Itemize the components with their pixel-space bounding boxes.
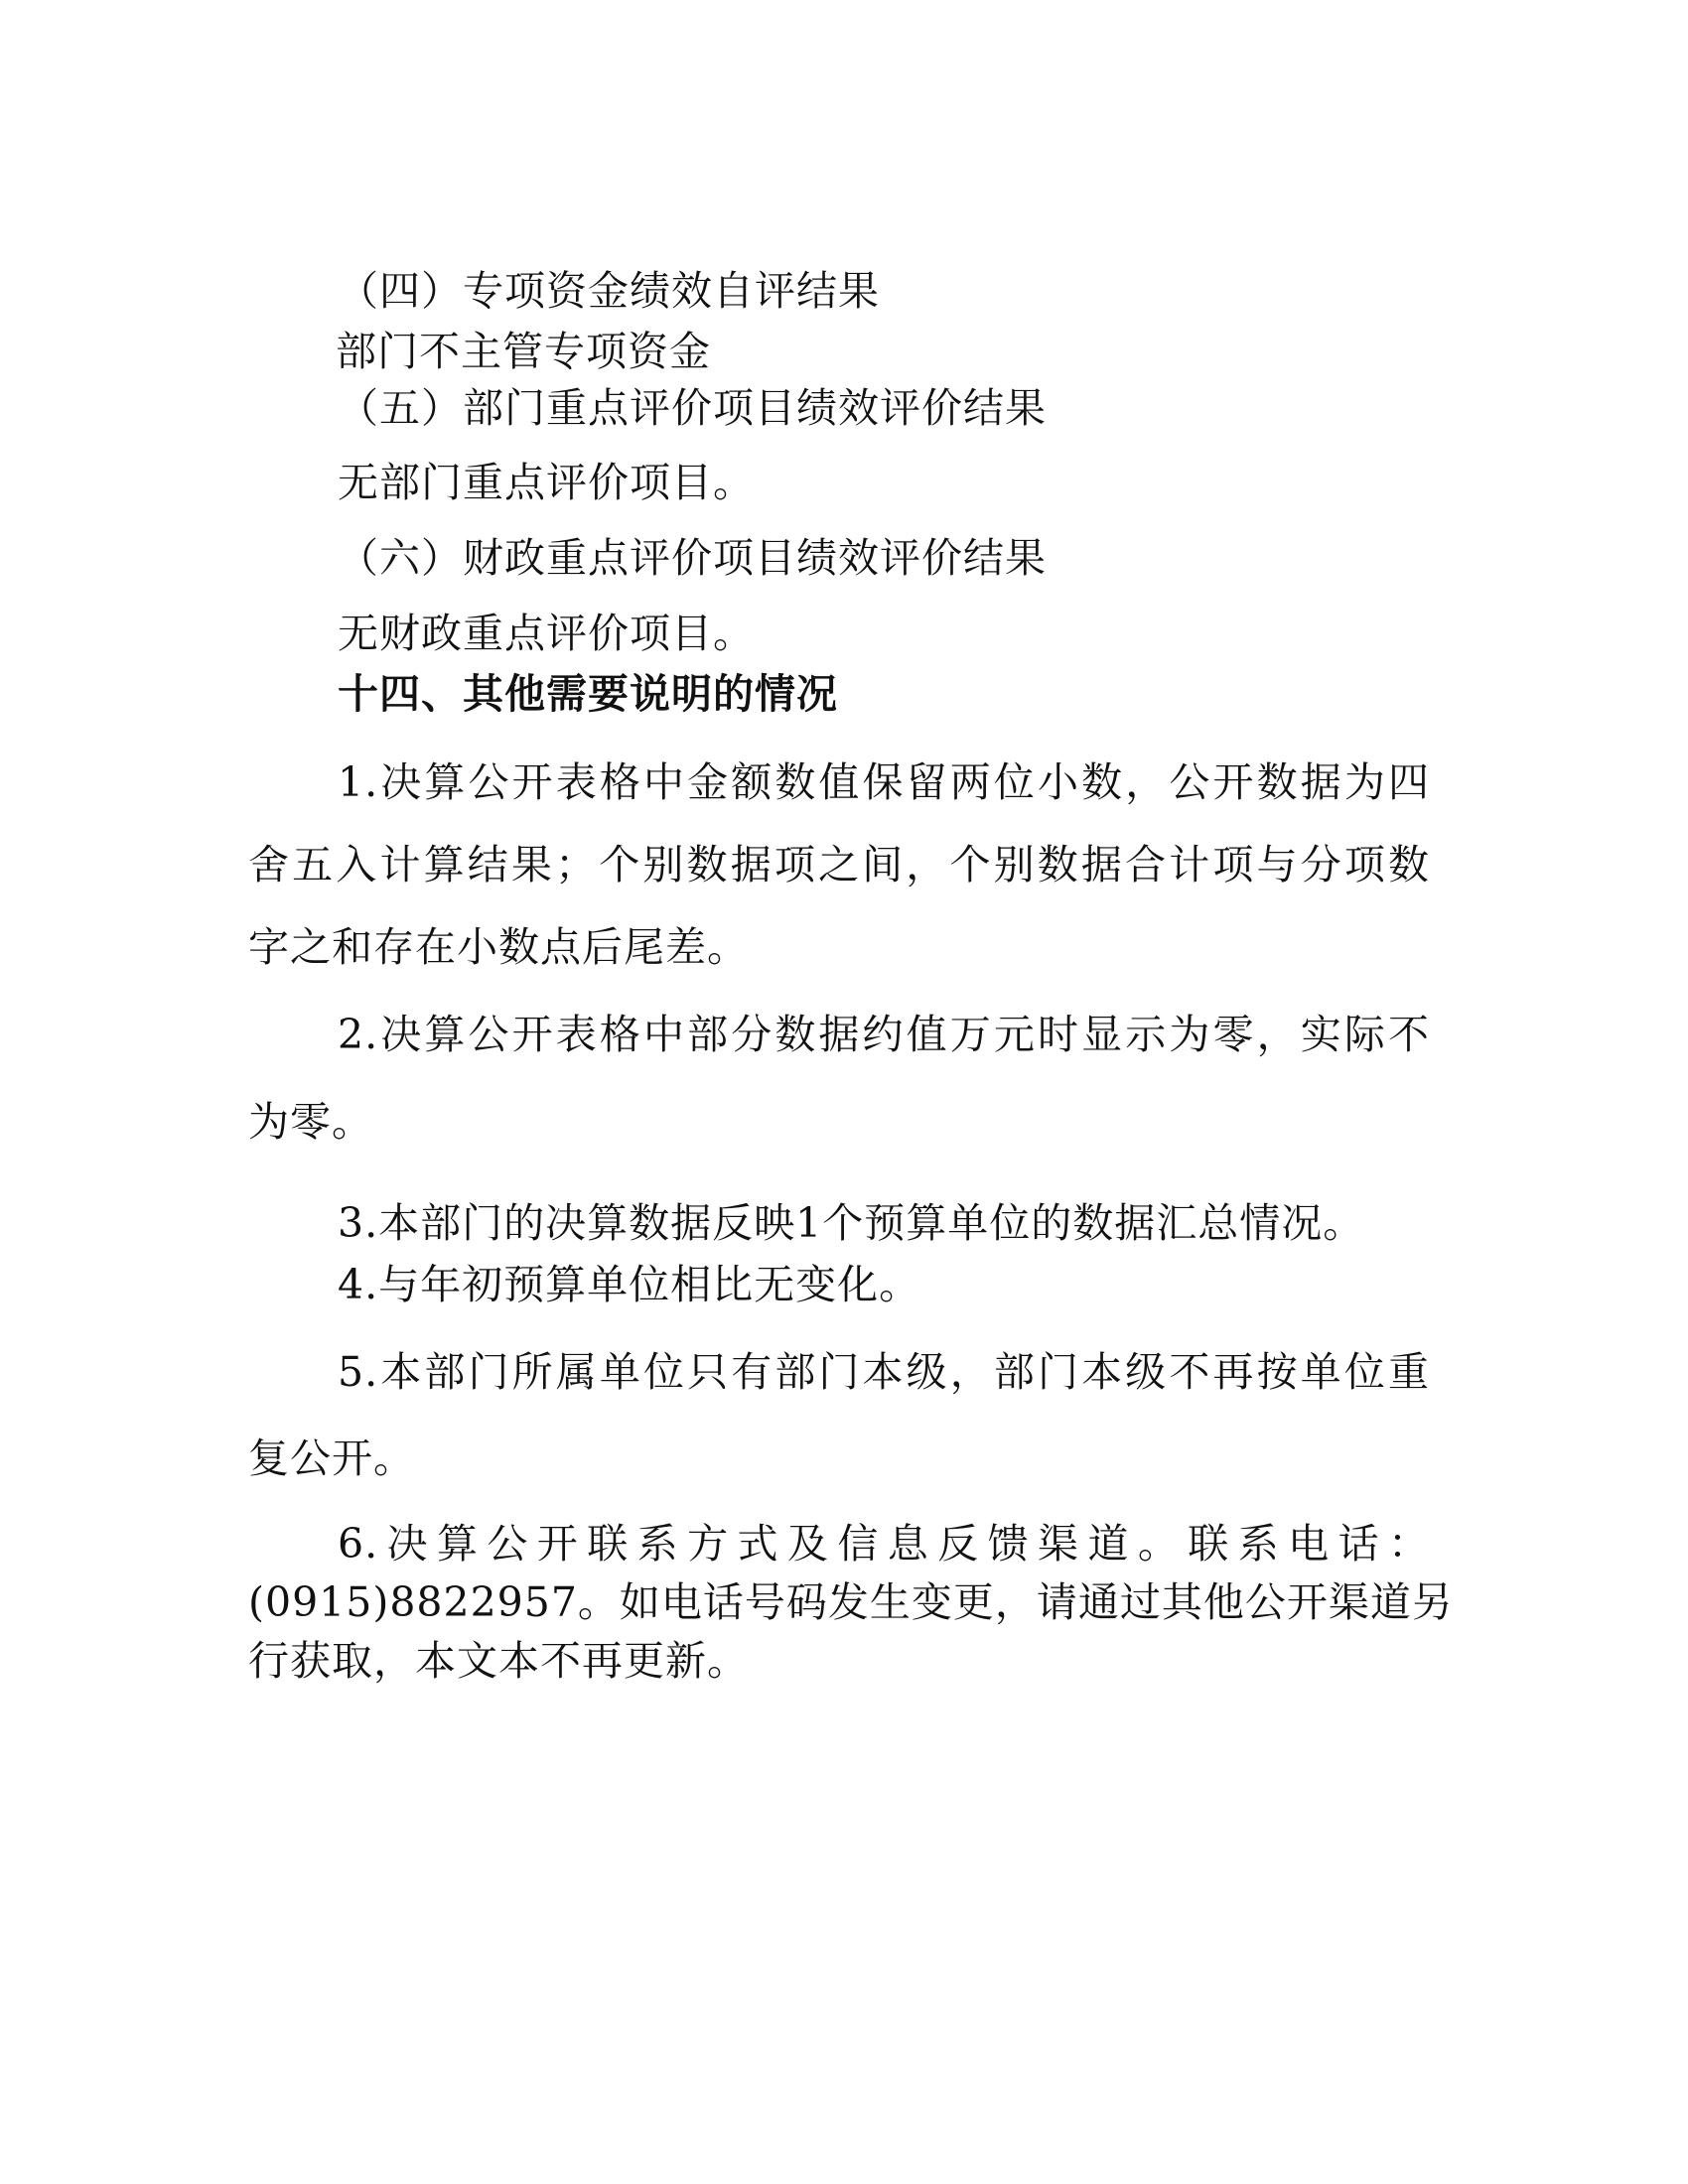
section-six-heading: （六）财政重点评价项目绩效评价结果 — [338, 534, 1047, 582]
note-3: 3.本部门的决算数据反映1个预算单位的数据汇总情况。 — [338, 1199, 1365, 1247]
note-1-line-3: 字之和存在小数点后尾差。 — [248, 923, 749, 971]
note-5-line-2: 复公开。 — [248, 1434, 415, 1482]
note-1-line-1: 1.决算公开表格中金额数值保留两位小数，公开数据为四 — [338, 758, 1430, 806]
section-six-body: 无财政重点评价项目。 — [338, 610, 755, 657]
section-four-body: 部门不主管专项资金 — [336, 328, 711, 375]
section-five-heading: （五）部门重点评价项目绩效评价结果 — [338, 384, 1047, 432]
note-5-line-1: 5.本部门所属单位只有部门本级，部门本级不再按单位重 — [338, 1348, 1430, 1396]
note-6-line-3: 行获取，本文本不再更新。 — [248, 1637, 749, 1685]
note-2-line-2: 为零。 — [248, 1098, 373, 1146]
section-four-heading: （四）专项资金绩效自评结果 — [338, 267, 880, 315]
section-fourteen-heading: 十四、其他需要说明的情况 — [338, 670, 838, 718]
note-1-line-2: 舍五入计算结果；个别数据项之间，个别数据合计项与分项数 — [248, 841, 1430, 888]
note-4: 4.与年初预算单位相比无变化。 — [338, 1261, 921, 1308]
note-6-line-2: (0915)8822957。如电话号码发生变更，请通过其他公开渠道另 — [248, 1578, 1454, 1626]
note-2-line-1: 2.决算公开表格中部分数据约值万元时显示为零，实际不 — [338, 1011, 1430, 1058]
section-five-body: 无部门重点评价项目。 — [338, 459, 755, 506]
note-6-line-1: 6.决算公开联系方式及信息反馈渠道。联系电话： — [338, 1520, 1430, 1568]
